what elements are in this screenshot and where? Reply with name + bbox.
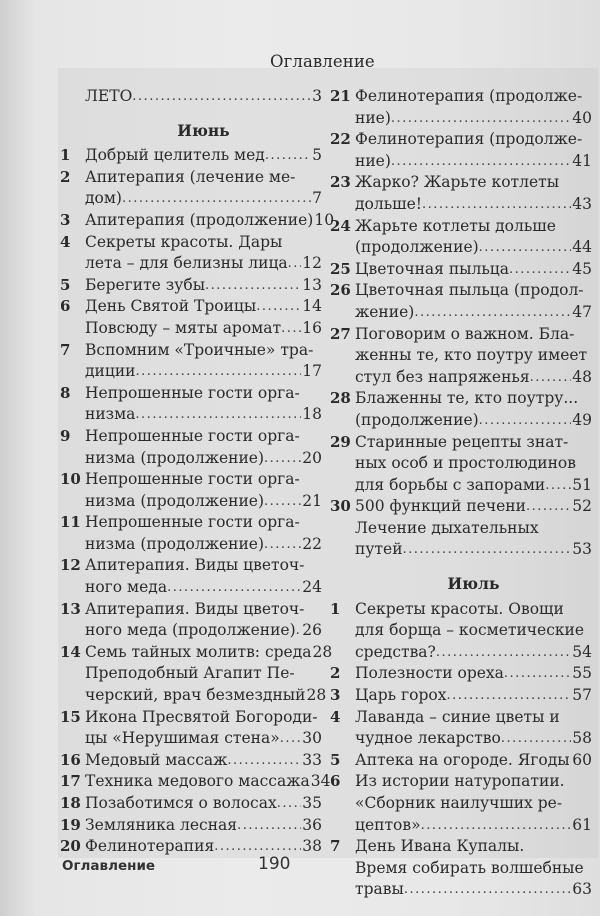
entry-page-number: 47: [572, 302, 592, 321]
entry-number: 30: [330, 497, 351, 516]
dot-leader: [404, 879, 571, 901]
dot-leader: [264, 534, 301, 556]
dot-leader: [281, 318, 301, 340]
entry-number: 5: [60, 275, 71, 294]
entry-page-number: 36: [302, 815, 322, 834]
entry-title-line: черский, врач безмездный: [85, 686, 306, 705]
entry-number: 2: [60, 167, 71, 186]
entry-number: 9: [60, 426, 71, 445]
toc-entry[interactable]: [60, 815, 322, 837]
entry-page-number: 61: [572, 815, 592, 834]
toc-entry[interactable]: [330, 685, 592, 707]
entry-title-line: Икона Пресвятой Богороди-: [85, 707, 318, 726]
entry-page-number: 40: [572, 108, 592, 127]
section-title-july: Июль: [447, 574, 500, 594]
entry-title-line: стул без напряженья: [355, 367, 530, 386]
entry-title-line: Секреты красоты. Овощи: [355, 599, 564, 618]
entry-title-line: «Сборник наилучших ре-: [355, 794, 563, 812]
entry-number: 1: [330, 599, 341, 618]
entry-title-line: ние): [355, 151, 391, 170]
dot-leader: [132, 86, 311, 108]
toc-entry[interactable]: [330, 663, 592, 685]
entry-page-number: 44: [572, 238, 592, 257]
entry-page-number: 34: [310, 772, 331, 791]
entry-title-line: Царь горох: [355, 686, 447, 705]
entry-number: 28: [330, 389, 351, 408]
page-title: Оглавление: [270, 52, 375, 71]
entry-page-number: 12: [302, 254, 322, 273]
entry-title-line: Апитерапия (продолжение): [85, 210, 314, 229]
entry-title-line: Преподобный Агапит Пе-: [85, 664, 295, 683]
entry-number: 18: [60, 794, 81, 812]
entry-title-line: День Ивана Купалы.: [355, 837, 525, 856]
entry-title-line: Медовый массаж: [85, 750, 228, 769]
entry-title-line: для борьбы с запорами: [355, 475, 546, 494]
entry-number: 27: [330, 324, 351, 343]
entry-number: 17: [60, 772, 81, 791]
entry-number: 29: [330, 432, 351, 451]
dot-leader: [167, 577, 301, 599]
entry-page-number: 41: [572, 151, 592, 170]
toc-entry[interactable]: [60, 383, 322, 426]
toc-entry[interactable]: [60, 318, 322, 340]
dot-leader: [122, 188, 311, 210]
entry-title-line: Цветочная пыльца: [355, 259, 510, 278]
entry-number: 1: [60, 146, 71, 165]
toc-entry[interactable]: [60, 426, 322, 469]
entry-page-number: 16: [302, 318, 322, 337]
dot-leader: [530, 367, 572, 389]
entry-title-line: (продолжение): [355, 410, 479, 429]
entry-page-number: 60: [572, 750, 592, 769]
toc-entry[interactable]: [330, 432, 592, 497]
entry-number: 21: [330, 87, 351, 105]
entry-title-line: чудное лекарство: [355, 729, 501, 748]
toc-entry[interactable]: [330, 280, 592, 323]
entry-page-number: 55: [572, 664, 592, 683]
entry-page-number: 53: [572, 540, 592, 559]
entry-title-line: Аптека на огороде. Ягоды: [355, 750, 570, 769]
entry-number: 22: [330, 130, 351, 149]
entry-page-number: 20: [302, 448, 322, 467]
toc-entry[interactable]: [330, 388, 592, 431]
toc-left-column: [60, 86, 335, 858]
entry-page-number: 51: [572, 475, 592, 494]
entry-page-number: 58: [572, 729, 592, 748]
dot-leader: [447, 685, 572, 707]
toc-entry[interactable]: [60, 275, 322, 297]
entry-title-line: дом): [85, 189, 122, 208]
entry-title-line: дольше!: [355, 194, 422, 213]
entry-page-number: 30: [302, 729, 322, 748]
dot-leader: [264, 448, 301, 470]
entry-page-number: 33: [302, 750, 322, 769]
dot-leader: [504, 663, 571, 685]
entry-number: 8: [60, 383, 71, 402]
entry-title-line: диции: [85, 362, 136, 381]
dot-leader: [264, 491, 301, 513]
toc-entry[interactable]: [330, 836, 592, 901]
toc-entry[interactable]: [330, 216, 592, 259]
entry-title-line: для борща – косметические: [355, 621, 585, 640]
toc-entry[interactable]: [60, 771, 331, 793]
toc-right-entries-july: [330, 599, 592, 901]
entry-page-number: 14: [302, 297, 322, 316]
entry-title-line: 500 функций печени: [355, 497, 526, 516]
entry-number: 6: [330, 772, 341, 791]
entry-title-line: ние): [355, 108, 391, 127]
entry-title-line: Старинные рецепты знат-: [355, 432, 569, 451]
entry-page-number: 38: [302, 837, 322, 856]
entry-number: 15: [60, 707, 81, 726]
entry-page-number: 21: [302, 491, 322, 510]
toc-entry[interactable]: [60, 340, 322, 383]
toc-right-column: [330, 86, 592, 901]
dot-leader: [545, 475, 571, 497]
dot-leader: [422, 194, 571, 216]
toc-entry[interactable]: [330, 599, 592, 664]
toc-entry[interactable]: [330, 259, 592, 281]
entry-title-line: Техника медового массажа: [85, 772, 310, 791]
toc-entry[interactable]: [330, 771, 592, 836]
dot-leader: [501, 728, 571, 750]
entry-title-line: Поговорим о важном. Бла-: [355, 324, 575, 343]
entry-page-number: 22: [302, 534, 322, 553]
toc-entry[interactable]: [60, 167, 322, 210]
entry-page-number: 48: [572, 367, 592, 386]
toc-entry[interactable]: [330, 172, 592, 215]
entry-number: 3: [60, 210, 71, 229]
entry-number: 24: [330, 216, 351, 235]
entry-title-line: Вспомним «Троичные» тра-: [85, 340, 314, 359]
entry-title-line: Жарко? Жарьте котлеты: [355, 173, 560, 192]
entry-page-number: 52: [572, 497, 592, 516]
entry-page-number: 10: [314, 210, 335, 229]
entry-number: 16: [60, 750, 81, 769]
dot-leader: [391, 151, 571, 173]
dot-leader: [288, 253, 302, 275]
dot-leader: [403, 539, 572, 561]
toc-entry[interactable]: [60, 512, 322, 555]
entry-title-line: ных особ и простолюдинов: [355, 454, 576, 473]
entry-number: 10: [60, 470, 81, 489]
entry-title-line: низма (продолжение): [85, 448, 265, 467]
entry-number: 13: [60, 599, 81, 618]
toc-entry[interactable]: [60, 296, 322, 318]
entry-number: 23: [330, 173, 351, 192]
entry-page-number: 5: [312, 146, 322, 165]
entry-title-line: Непрошенные гости орга-: [85, 426, 300, 445]
entry-title-line: Лечение дыхательных: [355, 518, 539, 537]
entry-title-line: Земляника лесная: [85, 815, 238, 834]
entry-title-line: ного меда: [85, 578, 168, 597]
toc-entry[interactable]: [330, 129, 592, 172]
entry-title-line: Непрошенные гости орга-: [85, 383, 300, 402]
entry-number: 2: [330, 664, 341, 683]
entry-number: 14: [60, 642, 81, 661]
toc-entry[interactable]: [60, 599, 322, 642]
entry-number: 7: [60, 340, 71, 359]
entry-title-line: низма: [85, 405, 136, 424]
entry-title-line: Позаботимся о волосах: [85, 794, 277, 812]
entry-title-line: средства?: [355, 642, 436, 661]
entry-page-number: 13: [302, 275, 322, 294]
entry-page-number: 24: [302, 578, 322, 597]
dot-leader: [227, 750, 301, 772]
dot-leader: [237, 815, 301, 837]
entry-title-line: Апитерапия. Виды цветоч-: [85, 599, 305, 618]
dot-leader: [526, 496, 571, 518]
entry-number: 11: [60, 513, 81, 532]
toc-entry[interactable]: [330, 518, 592, 561]
entry-number: 4: [60, 232, 71, 251]
dot-leader: [479, 237, 572, 259]
toc-entry[interactable]: [330, 750, 592, 772]
running-footer-title: Оглавление: [62, 858, 156, 874]
entry-page-number: 26: [302, 621, 322, 640]
entry-title-line: Фелинотерапия (продолже-: [355, 87, 583, 105]
entry-number: 5: [330, 750, 341, 769]
dot-leader: [509, 259, 571, 281]
entry-title-line: Лаванда – синие цветы и: [355, 707, 560, 726]
entry-title-line: Апитерапия (лечение ме-: [85, 167, 296, 186]
toc-right-entries-june: [330, 86, 592, 561]
entry-title-line: ного меда (продолжение): [85, 621, 296, 640]
dot-leader: [479, 410, 572, 432]
entry-title-line: (продолжение): [355, 238, 479, 257]
dot-leader: [205, 275, 301, 297]
entry-title-line: Семь тайных молитв: среда: [85, 642, 312, 661]
toc-entry[interactable]: [60, 555, 322, 598]
toc-entry[interactable]: [330, 707, 592, 750]
dot-leader: [256, 296, 301, 318]
entry-title-line: Непрошенные гости орга-: [85, 470, 300, 489]
entry-page-number: 57: [572, 686, 592, 705]
entry-number: 4: [330, 707, 341, 726]
toc-entry[interactable]: [60, 642, 333, 664]
dot-leader: [136, 361, 302, 383]
entry-page-number: 45: [572, 259, 592, 278]
entry-title-line: Берегите зубы: [85, 275, 206, 294]
entry-title-line: женны те, кто поутру имеет: [355, 346, 588, 365]
entry-title-line: Фелинотерапия: [85, 837, 215, 856]
toc-entry[interactable]: [60, 793, 322, 815]
entry-title-line: Цветочная пыльца (продол-: [355, 281, 584, 300]
entry-title-line: Повсюду – мяты аромат: [85, 318, 282, 337]
dot-leader: [414, 302, 571, 324]
dot-leader: [280, 728, 302, 750]
entry-title-line: Фелинотерапия (продолже-: [355, 130, 583, 149]
entry-title-line: Полезности ореха: [355, 664, 504, 683]
entry-number: 26: [330, 281, 351, 300]
dot-leader: [391, 108, 571, 130]
entry-number: 19: [60, 815, 81, 834]
entry-title-line: Непрошенные гости орга-: [85, 513, 300, 532]
entry-title-line: низма (продолжение): [85, 491, 265, 510]
toc-left-entries: [60, 145, 335, 858]
entry-title-line: День Святой Троицы: [85, 297, 257, 316]
entry-number: 25: [330, 259, 351, 278]
entry-title-line: цептов»: [355, 815, 421, 834]
toc-entry[interactable]: [60, 469, 322, 512]
toc-entry[interactable]: [60, 232, 322, 275]
entry-title-line: цы «Нерушимая стена»: [85, 729, 280, 748]
entry-number: 7: [330, 837, 341, 856]
entry-page-number: 35: [302, 794, 322, 812]
toc-entry[interactable]: [60, 750, 322, 772]
entry-title-line: ЛЕТО: [85, 87, 133, 105]
page-number: 190: [258, 854, 291, 874]
entry-title-line: Добрый целитель мед: [85, 146, 265, 165]
entry-number: 3: [330, 686, 341, 705]
entry-page-number: 28: [312, 642, 333, 661]
entry-page-number: 28: [306, 686, 327, 705]
toc-entry[interactable]: [60, 145, 322, 167]
entry-page-number: 63: [572, 880, 592, 899]
entry-title-line: лета – для белизны лица: [85, 254, 288, 273]
entry-title-line: жение): [355, 302, 415, 321]
toc-entry[interactable]: [60, 707, 322, 750]
entry-page-number: 43: [572, 194, 592, 213]
dot-leader: [421, 815, 572, 837]
entry-title-line: Секреты красоты. Дары: [85, 232, 283, 251]
entry-page-number: 54: [572, 642, 592, 661]
entry-title-line: Из истории натуропатии.: [355, 772, 565, 791]
toc-entry[interactable]: [60, 663, 327, 706]
toc-entry[interactable]: [330, 86, 592, 129]
entry-title-line: Жарьте котлеты дольше: [355, 216, 556, 235]
entry-title-line: Апитерапия. Виды цветоч-: [85, 556, 305, 575]
entry-page-number: 7: [312, 189, 322, 208]
toc-entry[interactable]: [60, 86, 322, 108]
dot-leader: [436, 642, 571, 664]
dot-leader: [277, 793, 302, 815]
toc-entry[interactable]: [330, 324, 592, 389]
dot-leader: [135, 404, 301, 426]
entry-page-number: 18: [302, 405, 322, 424]
toc-entry[interactable]: [330, 496, 592, 518]
entry-title-line: Блаженны те, кто поутру...: [355, 389, 579, 408]
dot-leader: [265, 145, 311, 167]
entry-page-number: 49: [572, 410, 592, 429]
entry-number: 12: [60, 556, 81, 575]
entry-number: 6: [60, 297, 71, 316]
entry-number: 20: [60, 837, 81, 856]
section-title-june: Июнь: [177, 120, 230, 140]
entry-title-line: низма (продолжение): [85, 534, 265, 553]
toc-entry[interactable]: [60, 210, 335, 232]
entry-page-number: 3: [312, 87, 322, 105]
entry-title-line: травы: [355, 880, 404, 899]
toc-top-entry: [60, 86, 322, 108]
entry-title-line: Время собирать волшебные: [355, 858, 584, 877]
entry-page-number: 17: [302, 362, 322, 381]
entry-title-line: путей: [355, 540, 403, 559]
